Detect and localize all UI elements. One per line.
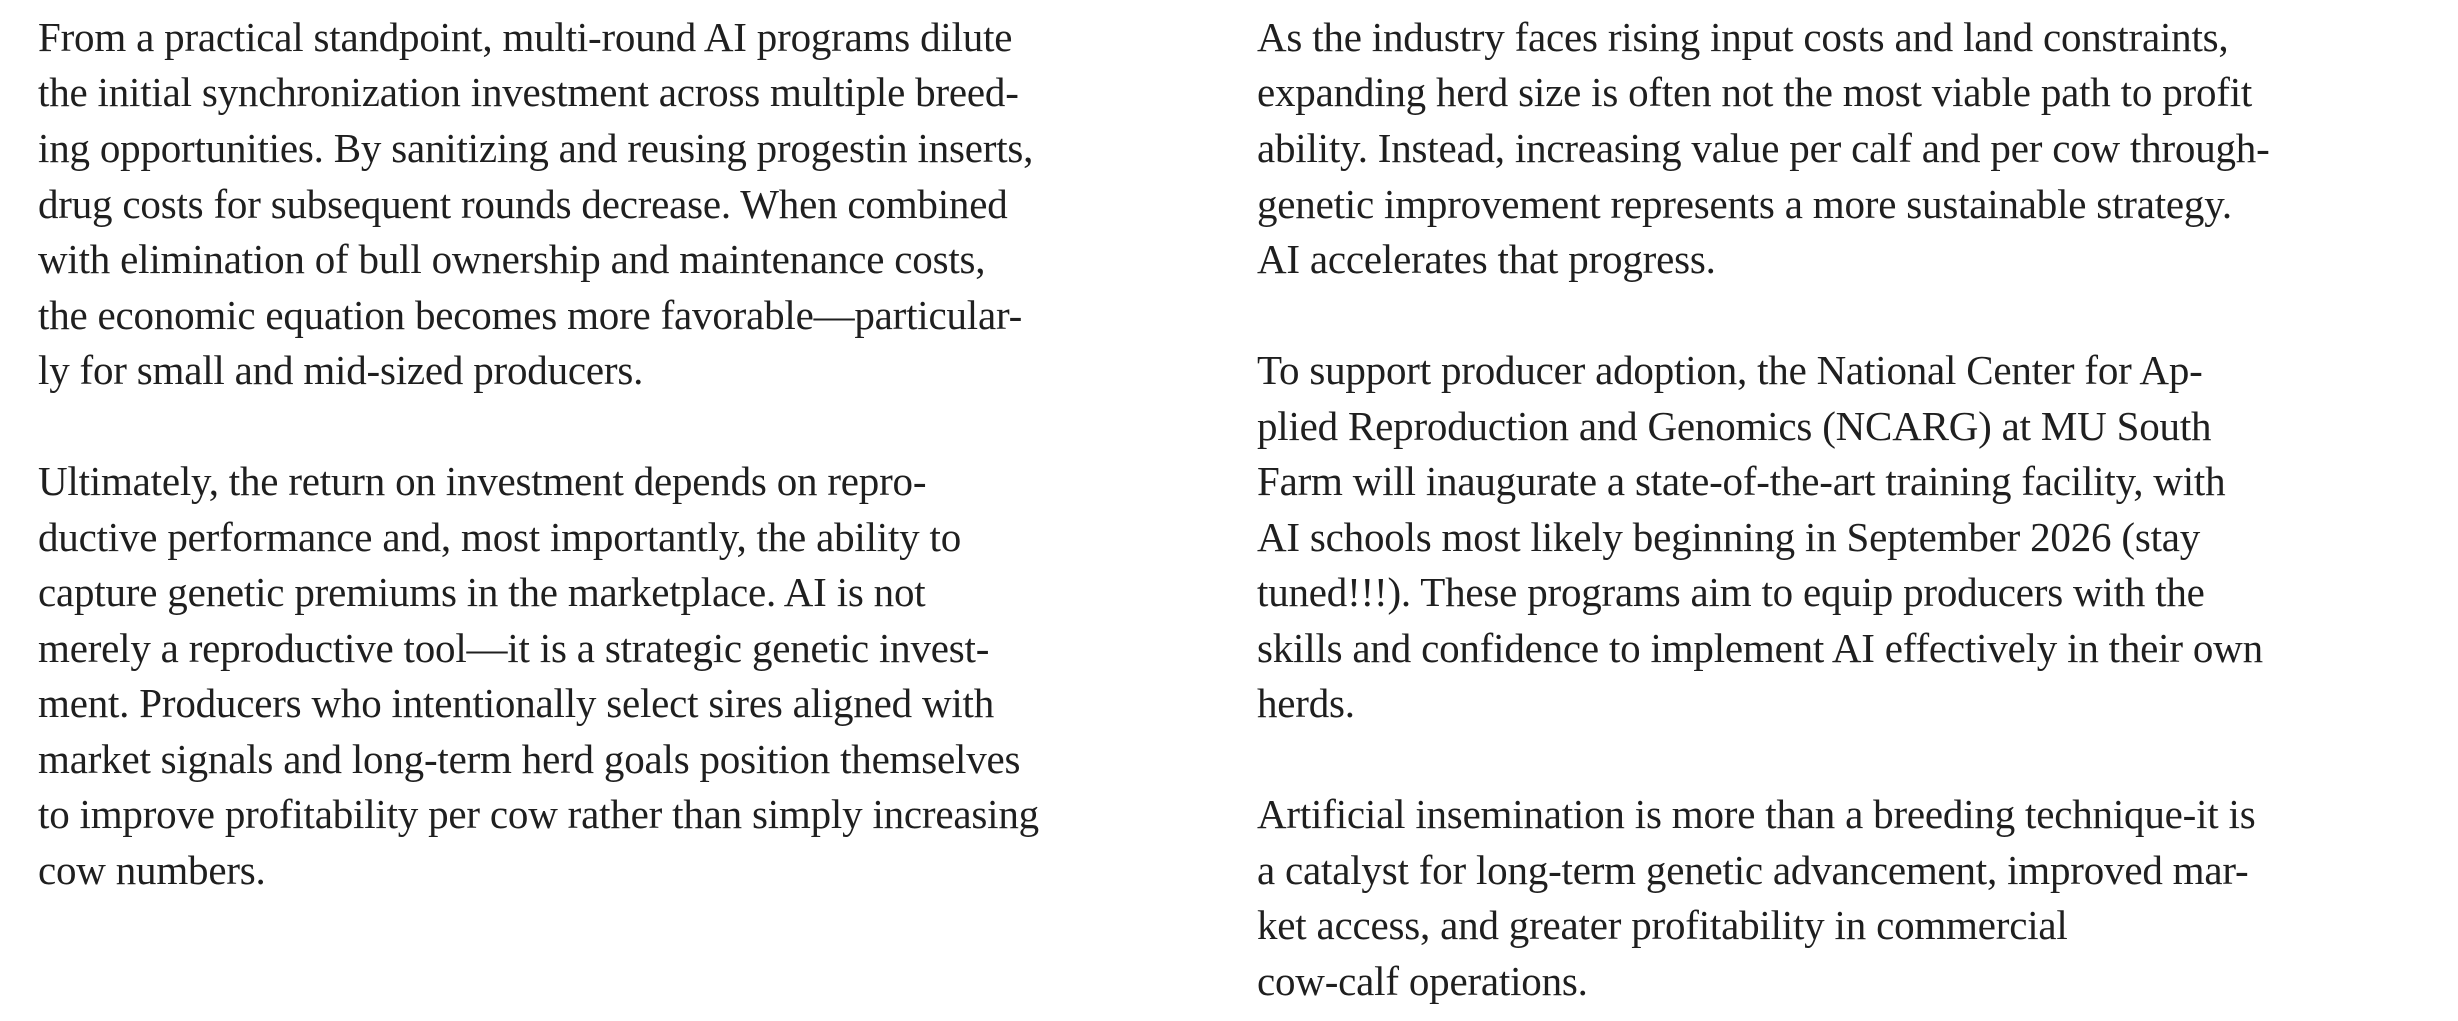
text-line: expanding herd size is often not the most viable path to profit — [1257, 69, 2253, 115]
text-line: tuned!!!). These programs aim to equip producers with the — [1257, 569, 2205, 615]
text-line: the initial synchronization investment across multiple breed- — [38, 69, 1019, 115]
text-line: the economic equation becomes more favorable—particular- — [38, 292, 1023, 338]
text-line: capture genetic premiums in the marketplace. AI is not — [38, 569, 926, 615]
text-line: ket access, and greater profitability in commercial — [1257, 902, 2068, 948]
text-line: ability. Instead, increasing value per calf and per cow through- — [1257, 125, 2270, 171]
text-line: with elimination of bull ownership and maintenance costs, — [38, 236, 986, 282]
text-line: drug costs for subsequent rounds decrease. When combined — [38, 181, 1008, 227]
text-line: merely a reproductive tool—it is a strategic genetic invest- — [38, 625, 990, 671]
text-line: cow numbers. — [38, 847, 266, 893]
text-line: plied Reproduction and Genomics (NCARG) at MU South — [1257, 403, 2212, 449]
text-line: AI schools most likely beginning in September 2026 (stay — [1257, 514, 2201, 560]
text-line: herds. — [1257, 680, 1355, 726]
text-line: Farm will inaugurate a state-of-the-art training facility, with — [1257, 458, 2226, 504]
text-line: ment. Producers who intentionally select sires aligned with — [38, 680, 995, 726]
text-line: ductive performance and, most importantly, the ability to — [38, 514, 961, 560]
text-line: From a practical standpoint, multi-round AI programs dilute — [38, 14, 1013, 60]
text-line: market signals and long-term herd goals position themselves — [38, 736, 1021, 782]
text-line: skills and confidence to implement AI effectively in their own — [1257, 625, 2263, 671]
text-line: Ultimately, the return on investment depends on repro- — [38, 458, 927, 504]
text-line: a catalyst for long-term genetic advancement, improved mar- — [1257, 847, 2249, 893]
text-line: to improve profitability per cow rather than simply increasing — [38, 791, 1039, 837]
text-line: cow-calf operations. — [1257, 958, 1588, 1004]
text-line: ing opportunities. By sanitizing and reusing progestin inserts, — [38, 125, 1034, 171]
text-line: As the industry faces rising input costs and land constraints, — [1257, 14, 2229, 60]
text-line: AI accelerates that progress. — [1257, 236, 1716, 282]
text-line: genetic improvement represents a more sustainable strategy. — [1257, 181, 2232, 227]
text-line: Artificial insemination is more than a breeding technique-it is — [1257, 791, 2256, 837]
text-line: To support producer adoption, the National Center for Ap- — [1257, 347, 2203, 393]
text-line: ly for small and mid-sized producers. — [38, 347, 644, 393]
